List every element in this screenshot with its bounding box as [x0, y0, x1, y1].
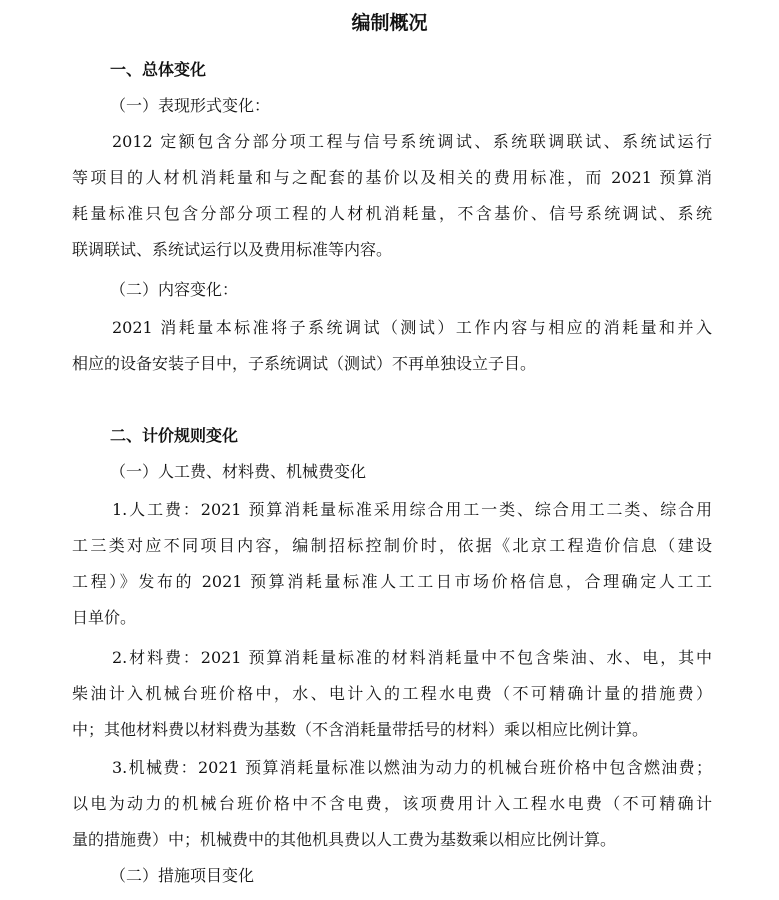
paragraph-line: 日单价。	[72, 608, 137, 627]
section-heading-pricing-rules: 二、计价规则变化	[110, 426, 239, 445]
paragraph-line: 耗量标准只包含分部分项工程的人材机消耗量，不含基价、信号系统调试、系统	[72, 204, 712, 223]
paragraph-material-cost	[72, 640, 712, 748]
subheading-form-changes: （一）表现形式变化：	[110, 96, 271, 115]
paragraph-line: 1.人工费：2021 预算消耗量标准采用综合用工一类、综合用工二类、综合用	[112, 500, 712, 519]
paragraph-line: 2012 定额包含分部分项工程与信号系统调试、系统联调联试、系统试运行	[112, 132, 712, 151]
paragraph-line: 以电为动力的机械台班价格中不含电费，该项费用计入工程水电费（不可精确计	[72, 794, 712, 813]
subheading-labor-material-machine: （一）人工费、材料费、机械费变化	[110, 462, 367, 481]
paragraph-line: 量的措施费）中；机械费中的其他机具费以人工费为基数乘以相应比例计算。	[72, 830, 617, 849]
document-title: 编制概况	[351, 12, 428, 34]
paragraph-line: 工三类对应不同项目内容，编制招标控制价时，依据《北京工程造价信息（建设	[72, 536, 712, 555]
paragraph-line: 2.材料费：2021 预算消耗量标准的材料消耗量中不包含柴油、水、电，其中	[112, 648, 712, 667]
subheading-content-changes: （二）内容变化：	[110, 280, 239, 299]
paragraph-form-changes	[72, 124, 712, 268]
paragraph-line: 中；其他材料费以材料费为基数（不含消耗量带括号的材料）乘以相应比例计算。	[72, 720, 649, 739]
paragraph-labor-cost	[72, 492, 712, 636]
paragraph-line: 工程）》发布的 2021 预算消耗量标准人工工日市场价格信息，合理确定人工工	[72, 572, 712, 591]
paragraph-line: 相应的设备安装子目中，子系统调试（测试）不再单独设立子目。	[72, 354, 537, 373]
section-heading-overall-changes: 一、总体变化	[110, 60, 207, 79]
paragraph-line: 等项目的人材机消耗量和与之配套的基价以及相关的费用标准，而 2021 预算消	[72, 168, 712, 187]
paragraph-line: 2021 消耗量本标准将子系统调试（测试）工作内容与相应的消耗量和并入	[112, 318, 712, 337]
paragraph-line: 联调联试、系统试运行以及费用标准等内容。	[72, 240, 393, 259]
paragraph-content-changes	[72, 310, 712, 382]
paragraph-line: 柴油计入机械台班价格中，水、电计入的工程水电费（不可精确计量的措施费）	[72, 684, 712, 703]
paragraph-line: 3.机械费：2021 预算消耗量标准以燃油为动力的机械台班价格中包含燃油费；	[112, 758, 712, 777]
paragraph-machine-cost	[72, 750, 712, 858]
subheading-measure-items: （二）措施项目变化	[110, 866, 255, 885]
